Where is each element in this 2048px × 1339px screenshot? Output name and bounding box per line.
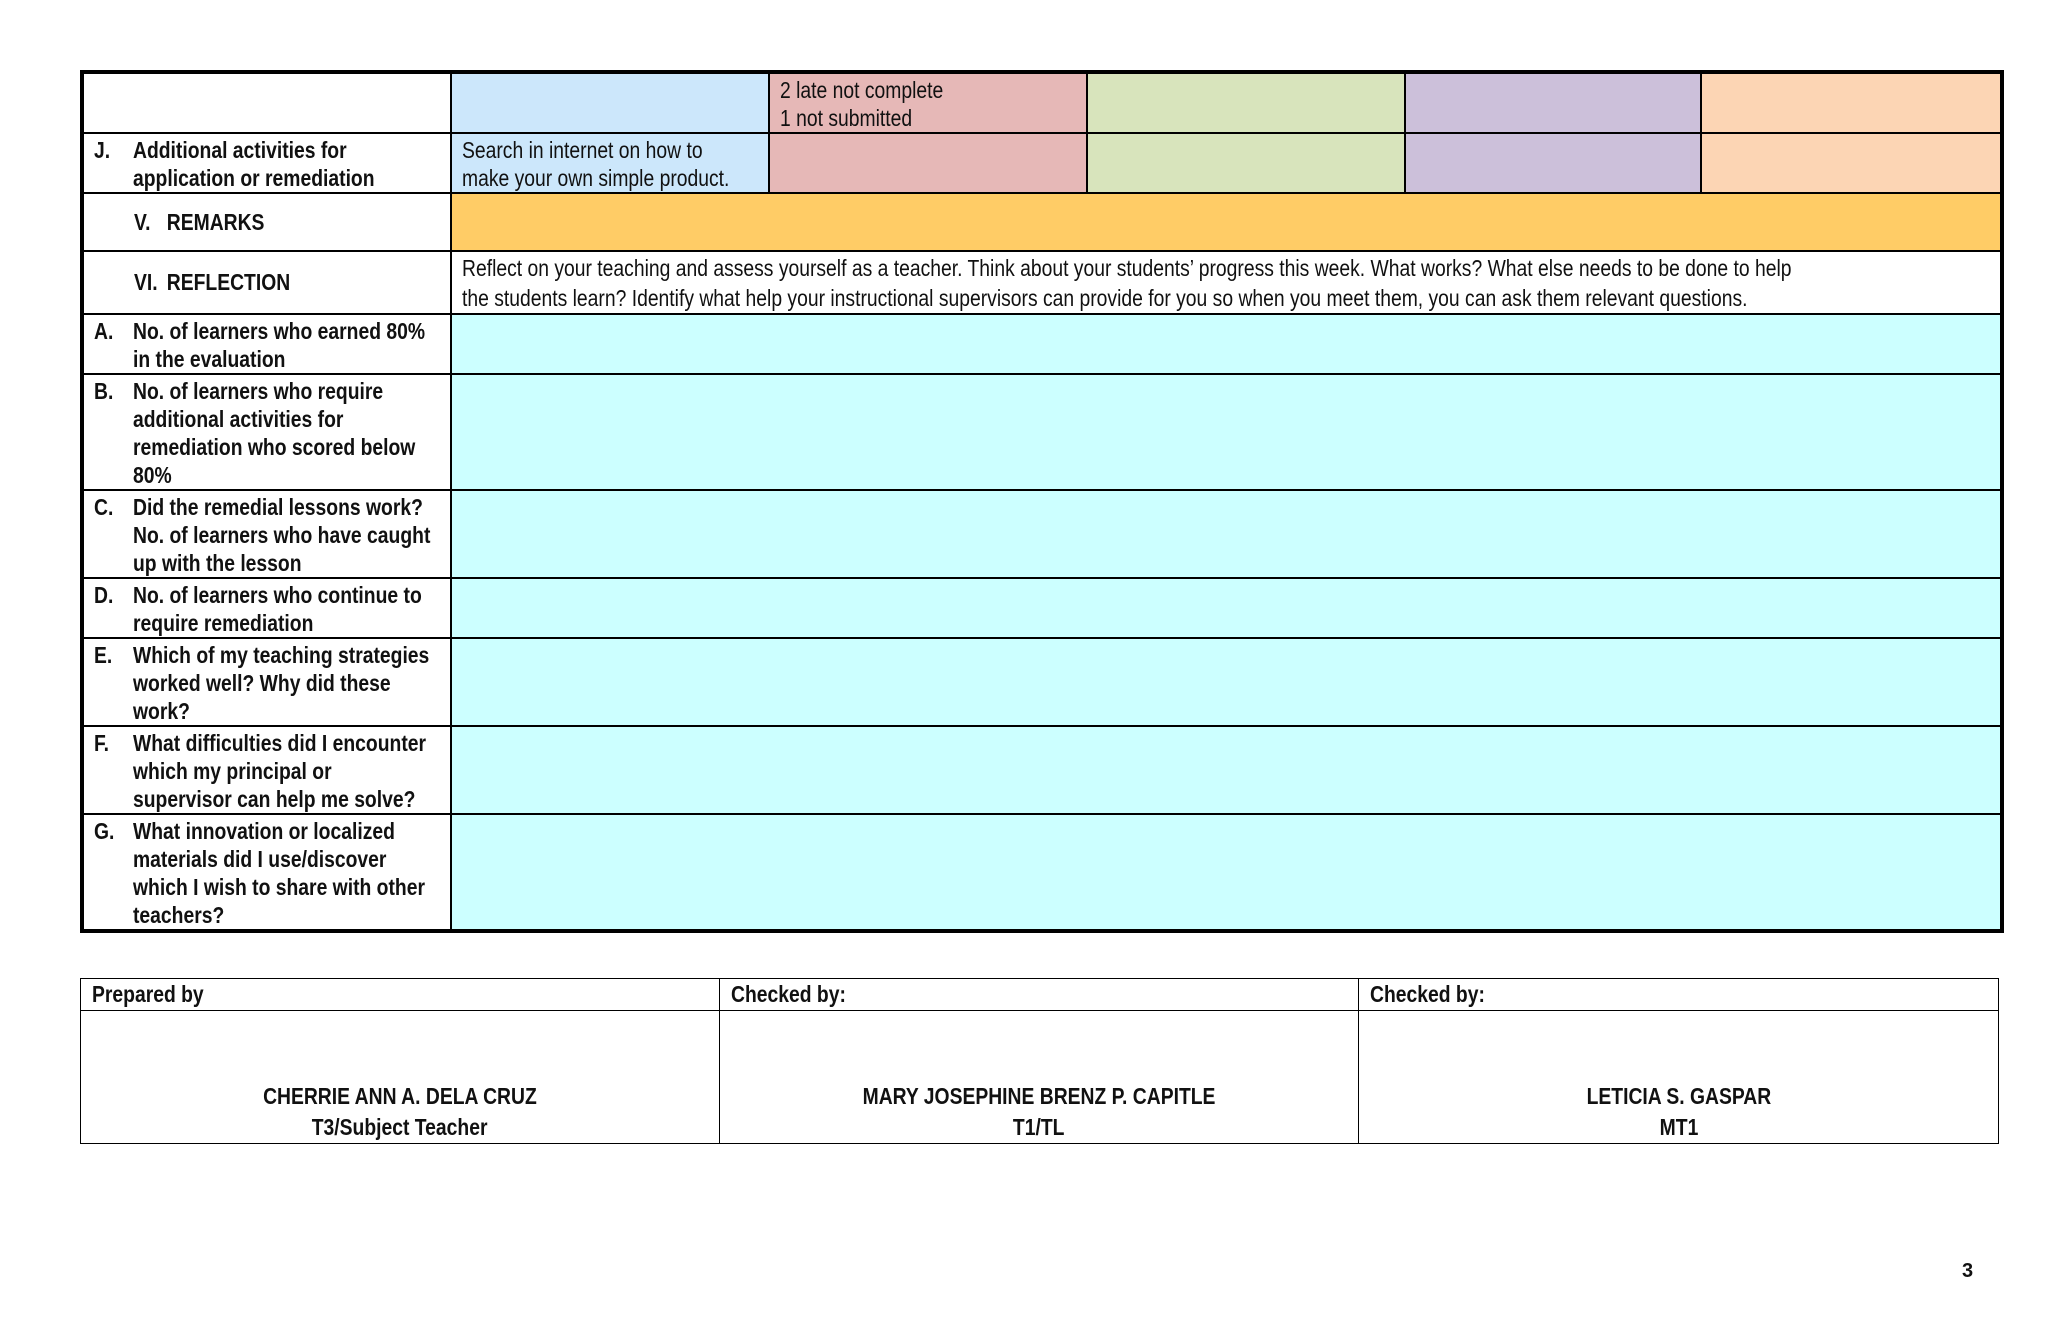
not-submitted-note: 1 not submitted: [780, 105, 913, 131]
top-row-cell-5: [1701, 72, 2002, 133]
signatory-name: CHERRIE ANN A. DELA CRUZ: [263, 1083, 537, 1109]
item-d-response: [451, 578, 2002, 638]
item-letter: B.: [94, 378, 114, 404]
item-label: [82, 726, 451, 814]
item-line: up with the lesson: [133, 550, 302, 576]
top-row-cell-1: [451, 72, 769, 133]
item-line: in the evaluation: [133, 346, 286, 372]
row-letter: J.: [94, 137, 111, 163]
item-label: [82, 638, 451, 726]
row-j-line-2: application or remediation: [133, 165, 375, 191]
signature-block-preparer: [81, 1011, 720, 1144]
item-label: [82, 490, 451, 578]
sig-heading-text: Prepared by: [92, 981, 204, 1007]
prepared-by-heading: [81, 979, 720, 1011]
reflection-item-c: [82, 490, 2002, 578]
sig-heading-text: Checked by:: [1370, 981, 1485, 1007]
reflection-title: REFLECTION: [166, 269, 291, 295]
reflection-numeral: VI.: [134, 269, 158, 295]
reflection-item-g: [82, 814, 2002, 931]
item-line: No. of learners who earned 80%: [133, 318, 426, 344]
signatory-title: MT1: [1659, 1114, 1698, 1140]
reflection-label: [82, 251, 451, 314]
item-letter: E.: [94, 642, 113, 668]
item-line: require remediation: [133, 610, 314, 636]
item-letter: A.: [94, 318, 114, 344]
item-e-response: [451, 638, 2002, 726]
item-line: 80%: [133, 462, 172, 488]
row-j-cell-5: [1701, 133, 2002, 193]
item-b-response: [451, 374, 2002, 490]
reflection-item-f: [82, 726, 2002, 814]
item-label: [82, 314, 451, 374]
item-line: No. of learners who have caught: [133, 522, 431, 548]
top-row-cell-4: [1405, 72, 1701, 133]
item-line: supervisor can help me solve?: [133, 786, 416, 812]
item-line: remediation who scored below: [133, 434, 416, 460]
remarks-label: [82, 193, 451, 251]
item-line: worked well? Why did these: [133, 670, 391, 696]
top-row: [82, 72, 2002, 133]
signature-block-checker-1: [720, 1011, 1359, 1144]
top-row-label: [82, 72, 451, 133]
item-line: which I wish to share with other: [133, 874, 425, 900]
page-number: 3: [1962, 1260, 1974, 1282]
item-letter: F.: [94, 730, 110, 756]
item-letter: G.: [94, 818, 115, 844]
remarks-row: [82, 193, 2002, 251]
late-note: 2 late not complete: [780, 77, 944, 103]
item-label: [82, 578, 451, 638]
activity-line-2: make your own simple product.: [462, 165, 730, 191]
signature-table: [80, 978, 1999, 1144]
reflection-line-1: Reflect on your teaching and assess yourself as a teacher. Think about your students’ progress this week. What works? What else needs to be done to help: [462, 255, 1792, 281]
item-line: which my principal or: [133, 758, 332, 784]
item-letter: D.: [94, 582, 114, 608]
item-line: Did the remedial lessons work?: [133, 494, 423, 520]
item-line: No. of learners who require: [133, 378, 384, 404]
reflection-item-e: [82, 638, 2002, 726]
item-f-response: [451, 726, 2002, 814]
row-j-cell-3: [1087, 133, 1405, 193]
row-j-activity: [451, 133, 769, 193]
dll-table: [80, 70, 2004, 933]
signatory-title: T1/TL: [1013, 1114, 1065, 1140]
row-j-line-1: Additional activities for: [133, 137, 347, 163]
reflection-line-2: the students learn? Identify what help your instructional supervisors can provide for you so when you meet them, you can ask them relevant questions.: [462, 285, 1748, 311]
item-line: work?: [133, 698, 190, 724]
remarks-cell: [451, 193, 2002, 251]
remarks-title: REMARKS: [166, 208, 265, 235]
item-c-response: [451, 490, 2002, 578]
row-j: [82, 133, 2002, 193]
checked-by-heading-2: [1359, 979, 1999, 1011]
reflection-item-a: [82, 314, 2002, 374]
row-j-cell-2: [769, 133, 1087, 193]
item-line: What difficulties did I encounter: [133, 730, 427, 756]
row-j-cell-4: [1405, 133, 1701, 193]
item-label: [82, 374, 451, 490]
item-line: Which of my teaching strategies: [133, 642, 430, 668]
activity-line-1: Search in internet on how to: [462, 137, 703, 163]
reflection-item-d: [82, 578, 2002, 638]
reflection-item-b: [82, 374, 2002, 490]
item-a-response: [451, 314, 2002, 374]
signatory-title: T3/Subject Teacher: [312, 1114, 488, 1140]
reflection-row: [82, 251, 2002, 314]
row-j-label: [82, 133, 451, 193]
item-line: additional activities for: [133, 406, 344, 432]
top-row-cell-3: [1087, 72, 1405, 133]
item-line: materials did I use/discover: [133, 846, 387, 872]
top-row-cell-2: [769, 72, 1087, 133]
item-letter: C.: [94, 494, 114, 520]
item-line: teachers?: [133, 902, 225, 928]
remarks-numeral: V.: [134, 208, 151, 235]
signatory-name: MARY JOSEPHINE BRENZ P. CAPITLE: [862, 1083, 1216, 1109]
signature-block-checker-2: [1359, 1011, 1999, 1144]
signatory-name: LETICIA S. GASPAR: [1586, 1083, 1771, 1109]
sig-heading-text: Checked by:: [731, 981, 846, 1007]
checked-by-heading-1: [720, 979, 1359, 1011]
item-line: No. of learners who continue to: [133, 582, 422, 608]
reflection-instructions: [451, 251, 2002, 314]
item-g-response: [451, 814, 2002, 931]
item-line: What innovation or localized: [133, 818, 395, 844]
item-label: [82, 814, 451, 931]
